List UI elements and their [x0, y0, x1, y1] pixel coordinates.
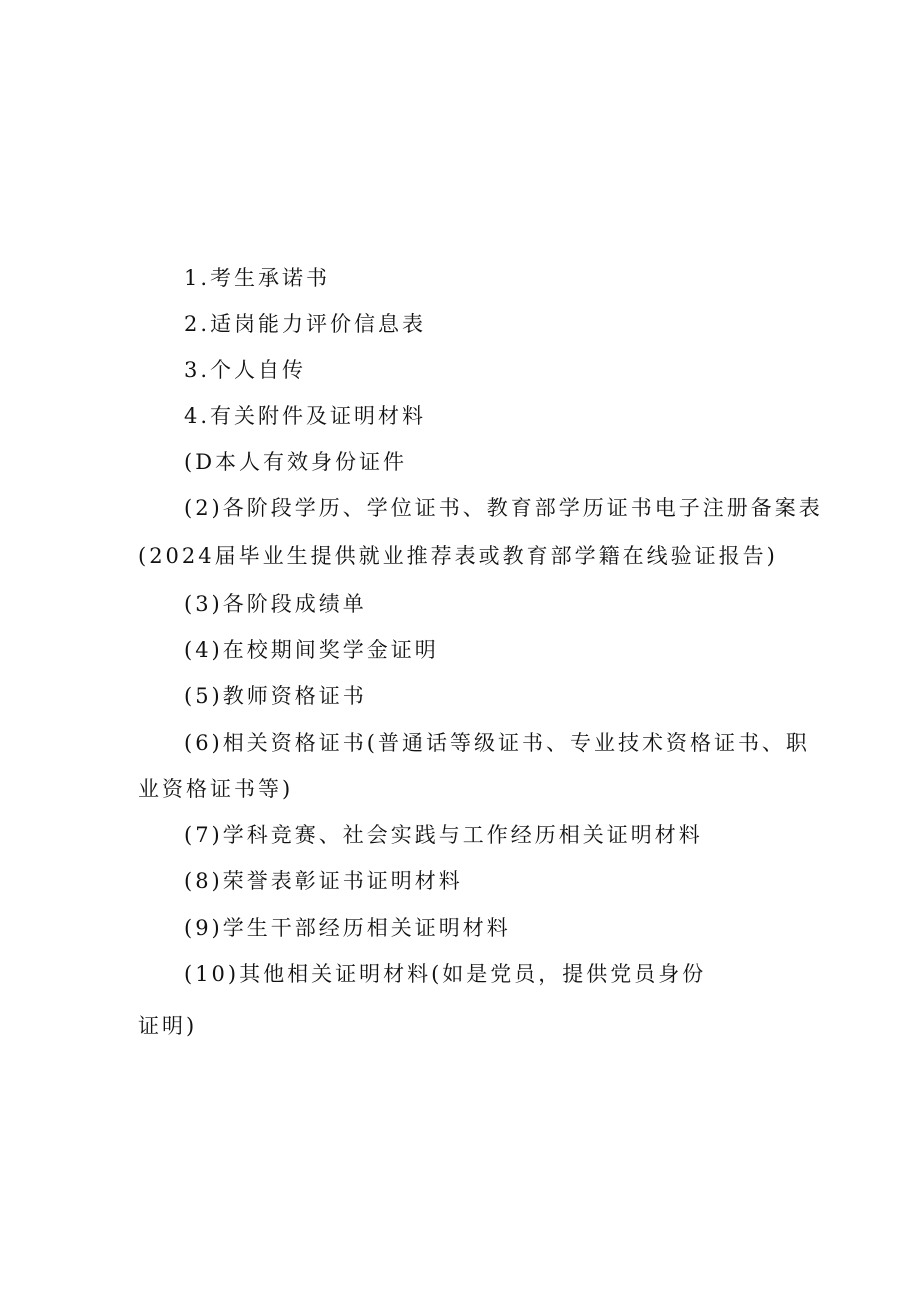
item-3-autobiography: 3.个人自传 [184, 358, 307, 382]
sub-item-7-competitions: (7)学科竞赛、社会实践与工作经历相关证明材料 [184, 823, 703, 847]
sub-item-6-qualifications: (6)相关资格证书(普通话等级证书、专业技术资格证书、职 [184, 731, 810, 755]
sub-item-2-continuation: (2024届毕业生提供就业推荐表或教育部学籍在线验证报告) [138, 544, 778, 568]
sub-item-3-transcripts: (3)各阶段成绩单 [184, 592, 367, 616]
sub-item-4-scholarship: (4)在校期间奖学金证明 [184, 638, 439, 662]
item-4-attachments: 4.有关附件及证明材料 [184, 404, 427, 428]
sub-item-9-student-leader: (9)学生干部经历相关证明材料 [184, 916, 511, 940]
sub-item-10-other: (10)其他相关证明材料(如是党员，提供党员身份 [184, 962, 707, 986]
item-1-commitment-letter: 1.考生承诺书 [184, 266, 331, 290]
item-2-evaluation-form: 2.适岗能力评价信息表 [184, 312, 427, 336]
sub-item-1-id: (D本人有效身份证件 [184, 450, 408, 474]
sub-item-5-teacher-cert: (5)教师资格证书 [184, 684, 367, 708]
sub-item-6-continuation: 业资格证书等) [138, 777, 294, 801]
sub-item-8-honors: (8)荣誉表彰证书证明材料 [184, 869, 463, 893]
sub-item-2-diplomas: (2)各阶段学历、学位证书、教育部学历证书电子注册备案表 [184, 496, 823, 520]
sub-item-10-continuation: 证明) [138, 1014, 198, 1038]
